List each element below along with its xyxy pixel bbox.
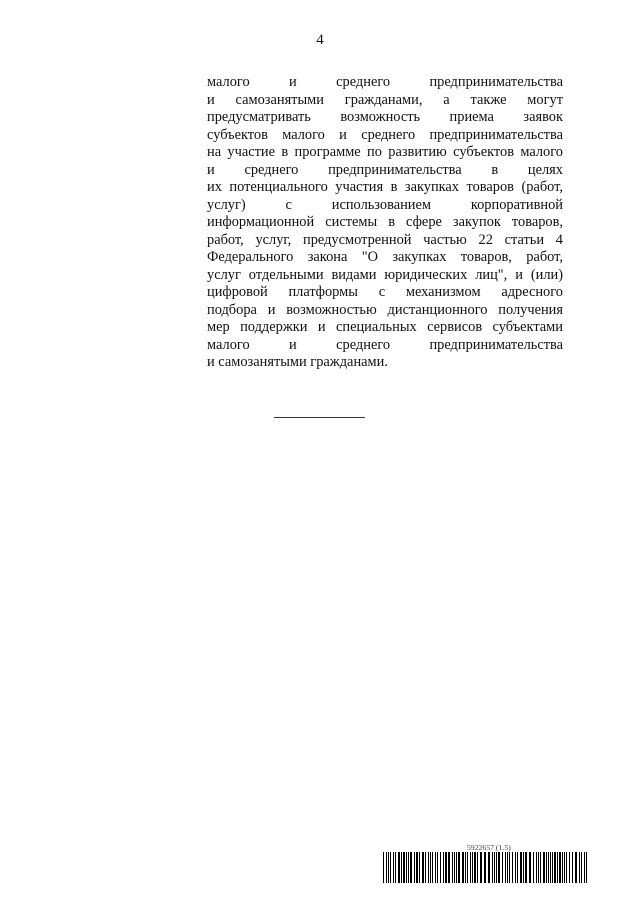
text-line: информационной системы в сфере закупок товаров, [207, 214, 563, 230]
text-line: цифровой платформы с механизмом адресного [207, 284, 563, 300]
page-number: 4 [316, 32, 324, 48]
body-text [207, 74, 563, 372]
text-line: предусматривать возможность приема заявок [207, 109, 563, 125]
document-code: 5922657 (1.5) [467, 843, 511, 852]
text-line: малого и среднего предпринимательства [207, 74, 563, 90]
text-line: на участие в программе по развитию субъектов малого [207, 144, 563, 160]
barcode-icon [383, 852, 587, 883]
text-line: малого и среднего предпринимательства [207, 336, 563, 353]
text-line: услуг отдельными видами юридических лиц", и (или) [207, 266, 563, 283]
text-line: услуг) с использованием корпоративной [207, 196, 563, 213]
text-line: мер поддержки и специальных сервисов субъектами [207, 319, 563, 335]
text-line: Федерального закона "О закупках товаров, работ, [207, 249, 563, 265]
text-line: их потенциального участия в закупках товаров (работ, [207, 179, 563, 195]
separator-line [274, 417, 365, 418]
text-line-last: и самозанятыми гражданами. [207, 354, 388, 370]
text-line: подбора и возможностью дистанционного получения [207, 301, 563, 318]
text-line: работ, услуг, предусмотренной частью 22 статьи 4 [207, 231, 563, 248]
text-line: и среднего предпринимательства в целях [207, 161, 563, 178]
text-line: и самозанятыми гражданами, а также могут [207, 91, 563, 108]
text-line: субъектов малого и среднего предпринимательства [207, 126, 563, 143]
